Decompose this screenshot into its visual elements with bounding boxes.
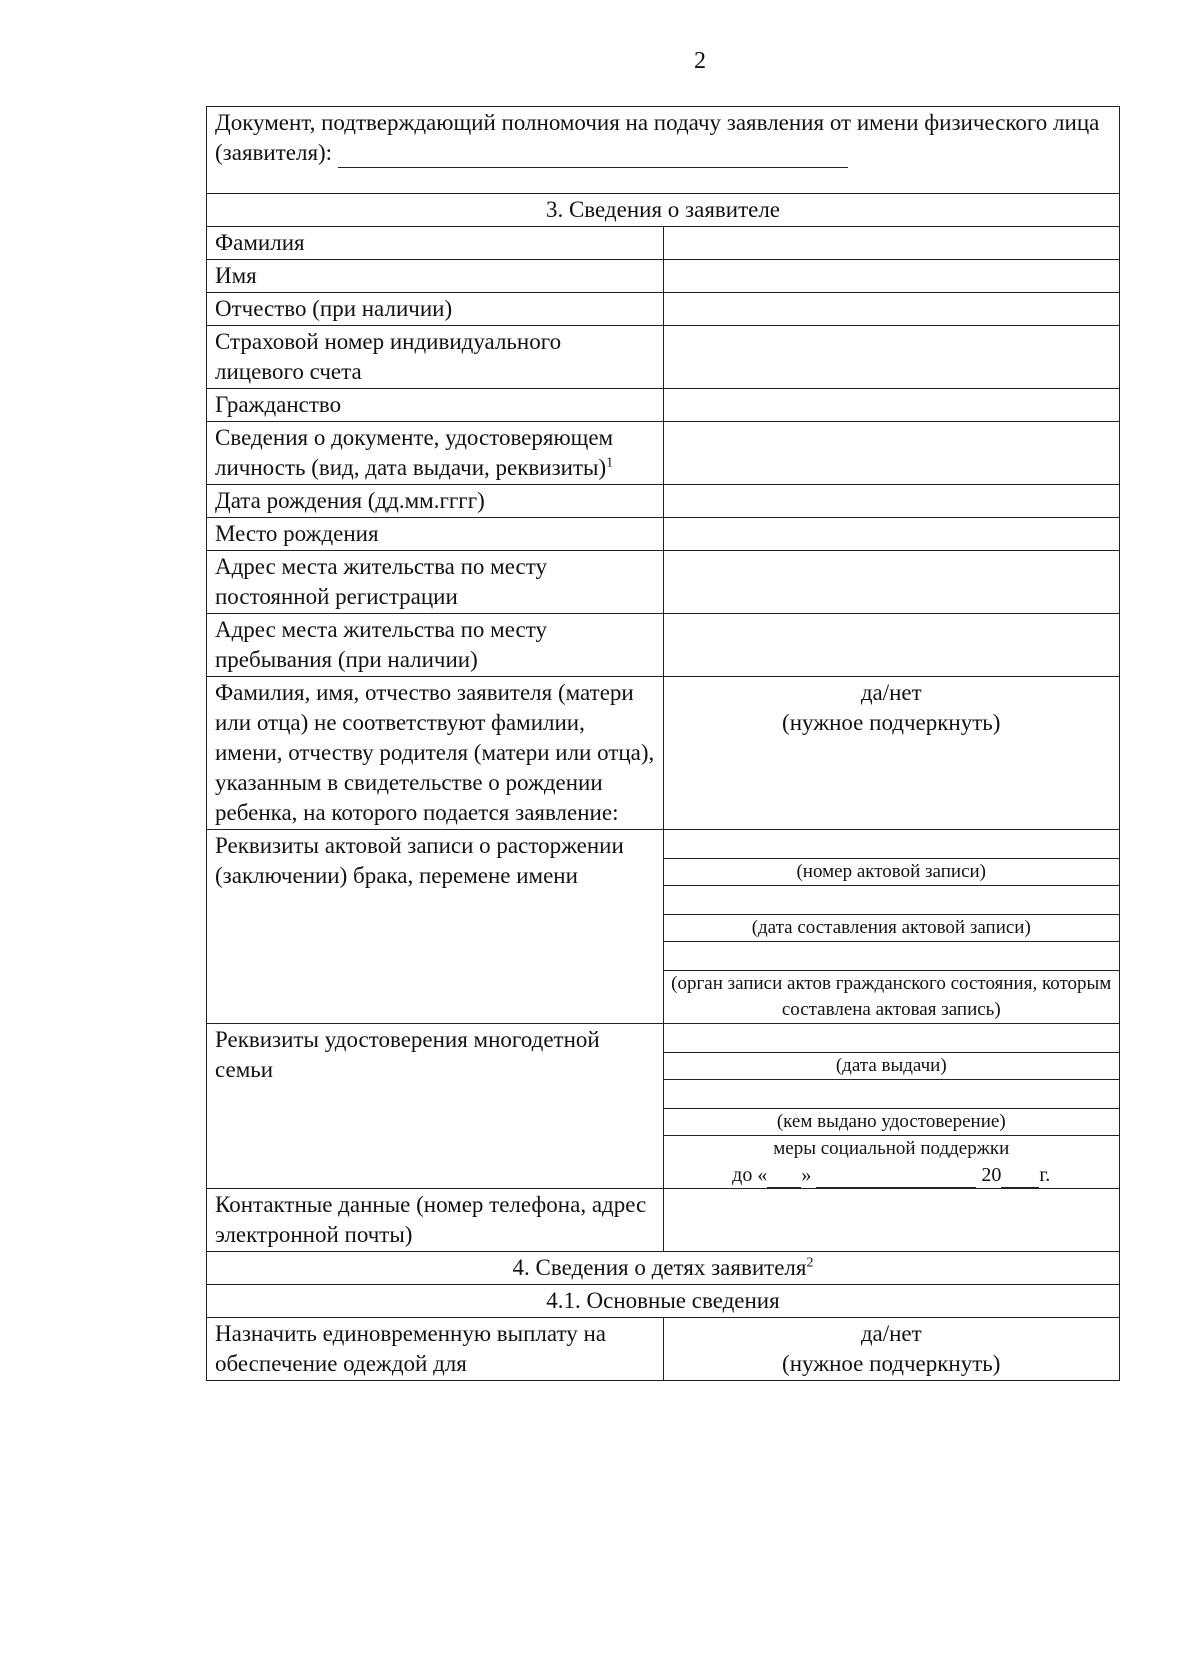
row-address-reg [207,551,1120,614]
section4-title-text: 4. Сведения о детях заявителя [512,1255,807,1280]
authority-label: Документ, подтверждающий полномочия на подачу заявления от имени физического лица (заявителя): [215,110,1100,165]
payment-hint: (нужное подчеркнуть) [782,1351,1001,1376]
label-surname: Фамилия [207,227,664,260]
field-act-date[interactable] [664,886,1120,915]
row-snils [207,326,1120,389]
authority-cell [207,107,1120,194]
label-act-record: Реквизиты актовой записи о расторжении (заключении) брака, перемене имени [207,830,664,1024]
until-year-prefix: 20 [981,1164,1002,1186]
issued-by-hint: (кем выдано удостоверение) [664,1109,1120,1136]
field-surname[interactable] [663,227,1120,260]
until-month-input[interactable] [816,1167,976,1188]
label-snils: Страховой номер индивидуального лицевого счета [207,326,664,389]
row-name-mismatch [207,677,1120,830]
label-patronymic: Отчество (при наличии) [207,293,664,326]
row-id-doc [207,422,1120,485]
row-birth-place [207,518,1120,551]
field-patronymic[interactable] [663,293,1120,326]
row-citizenship [207,389,1120,422]
row-name [207,260,1120,293]
field-contacts[interactable] [663,1189,1120,1252]
field-act-number[interactable] [664,830,1120,859]
section4-title [207,1252,1120,1285]
row-birth-date [207,485,1120,518]
row-contacts [207,1189,1120,1252]
until-day-input[interactable] [767,1167,801,1188]
until-year-input[interactable] [1001,1167,1039,1188]
act-number-hint: (номер актовой записи) [664,859,1120,886]
field-issued-by[interactable] [664,1080,1120,1109]
support-measures-label: меры социальной поддержки [773,1138,1010,1159]
field-birth-place[interactable] [663,518,1120,551]
label-citizenship: Гражданство [207,389,664,422]
footnote-2: 2 [806,1255,814,1271]
label-birth-date: Дата рождения (дд.мм.гггг) [207,485,664,518]
label-id-doc [207,422,664,485]
field-act-authority[interactable] [664,942,1120,971]
row-surname [207,227,1120,260]
field-payment[interactable] [663,1318,1120,1381]
field-issue-date[interactable] [664,1024,1120,1053]
row-large-family [207,1024,1120,1189]
large-family-fields [663,1024,1120,1189]
act-authority-hint: (орган записи актов гражданского состояния, которым составлена актовая запись) [671,973,1112,1020]
row-patronymic [207,293,1120,326]
label-contacts: Контактные данные (номер телефона, адрес электронной почты) [207,1189,664,1252]
page-number: 2 [694,48,706,74]
label-birth-place: Место рождения [207,518,664,551]
act-date-hint: (дата составления актовой записи) [664,915,1120,942]
row-payment [207,1318,1120,1381]
name-mismatch-answer[interactable]: да/нет [860,680,922,705]
field-address-reg[interactable] [663,551,1120,614]
footnote-1: 1 [606,455,614,471]
act-record-fields [663,830,1120,1024]
field-birth-date[interactable] [663,485,1120,518]
label-large-family: Реквизиты удостоверения многодетной семьи [207,1024,664,1189]
application-form-table [206,106,1120,1381]
authority-row [207,107,1120,194]
label-name-mismatch: Фамилия, имя, отчество заявителя (матери или отца) не соответствуют фамилии, имени, отчеству родителя (матери или отца), указанным в свидетельстве о рождении ребенка, на которого подается заявление: [207,677,664,830]
field-address-stay[interactable] [663,614,1120,677]
id-doc-text: Сведения о документе, удостоверяющем личность (вид, дата выдачи, реквизиты) [215,425,614,480]
section3-title: 3. Сведения о заявителе [207,194,1120,227]
issue-date-hint: (дата выдачи) [664,1053,1120,1080]
field-citizenship[interactable] [663,389,1120,422]
name-mismatch-hint: (нужное подчеркнуть) [782,710,1001,735]
field-name-mismatch[interactable] [663,677,1120,830]
field-snils[interactable] [663,326,1120,389]
until-quote: » [801,1164,812,1186]
field-id-doc[interactable] [663,422,1120,485]
label-name: Имя [207,260,664,293]
row-address-stay [207,614,1120,677]
authority-input-line[interactable] [338,145,848,168]
row-act-record [207,830,1120,1024]
until-suffix: г. [1039,1164,1051,1186]
support-until-line [670,1162,1114,1188]
until-prefix: до « [732,1164,768,1186]
section4-subtitle: 4.1. Основные сведения [207,1285,1120,1318]
support-measures-cell [664,1136,1120,1189]
label-address-stay: Адрес места жительства по месту пребывания (при наличии) [207,614,664,677]
field-name[interactable] [663,260,1120,293]
label-payment: Назначить единовременную выплату на обеспечение одеждой для [207,1318,664,1381]
label-address-reg: Адрес места жительства по месту постоянной регистрации [207,551,664,614]
payment-answer[interactable]: да/нет [860,1321,922,1346]
